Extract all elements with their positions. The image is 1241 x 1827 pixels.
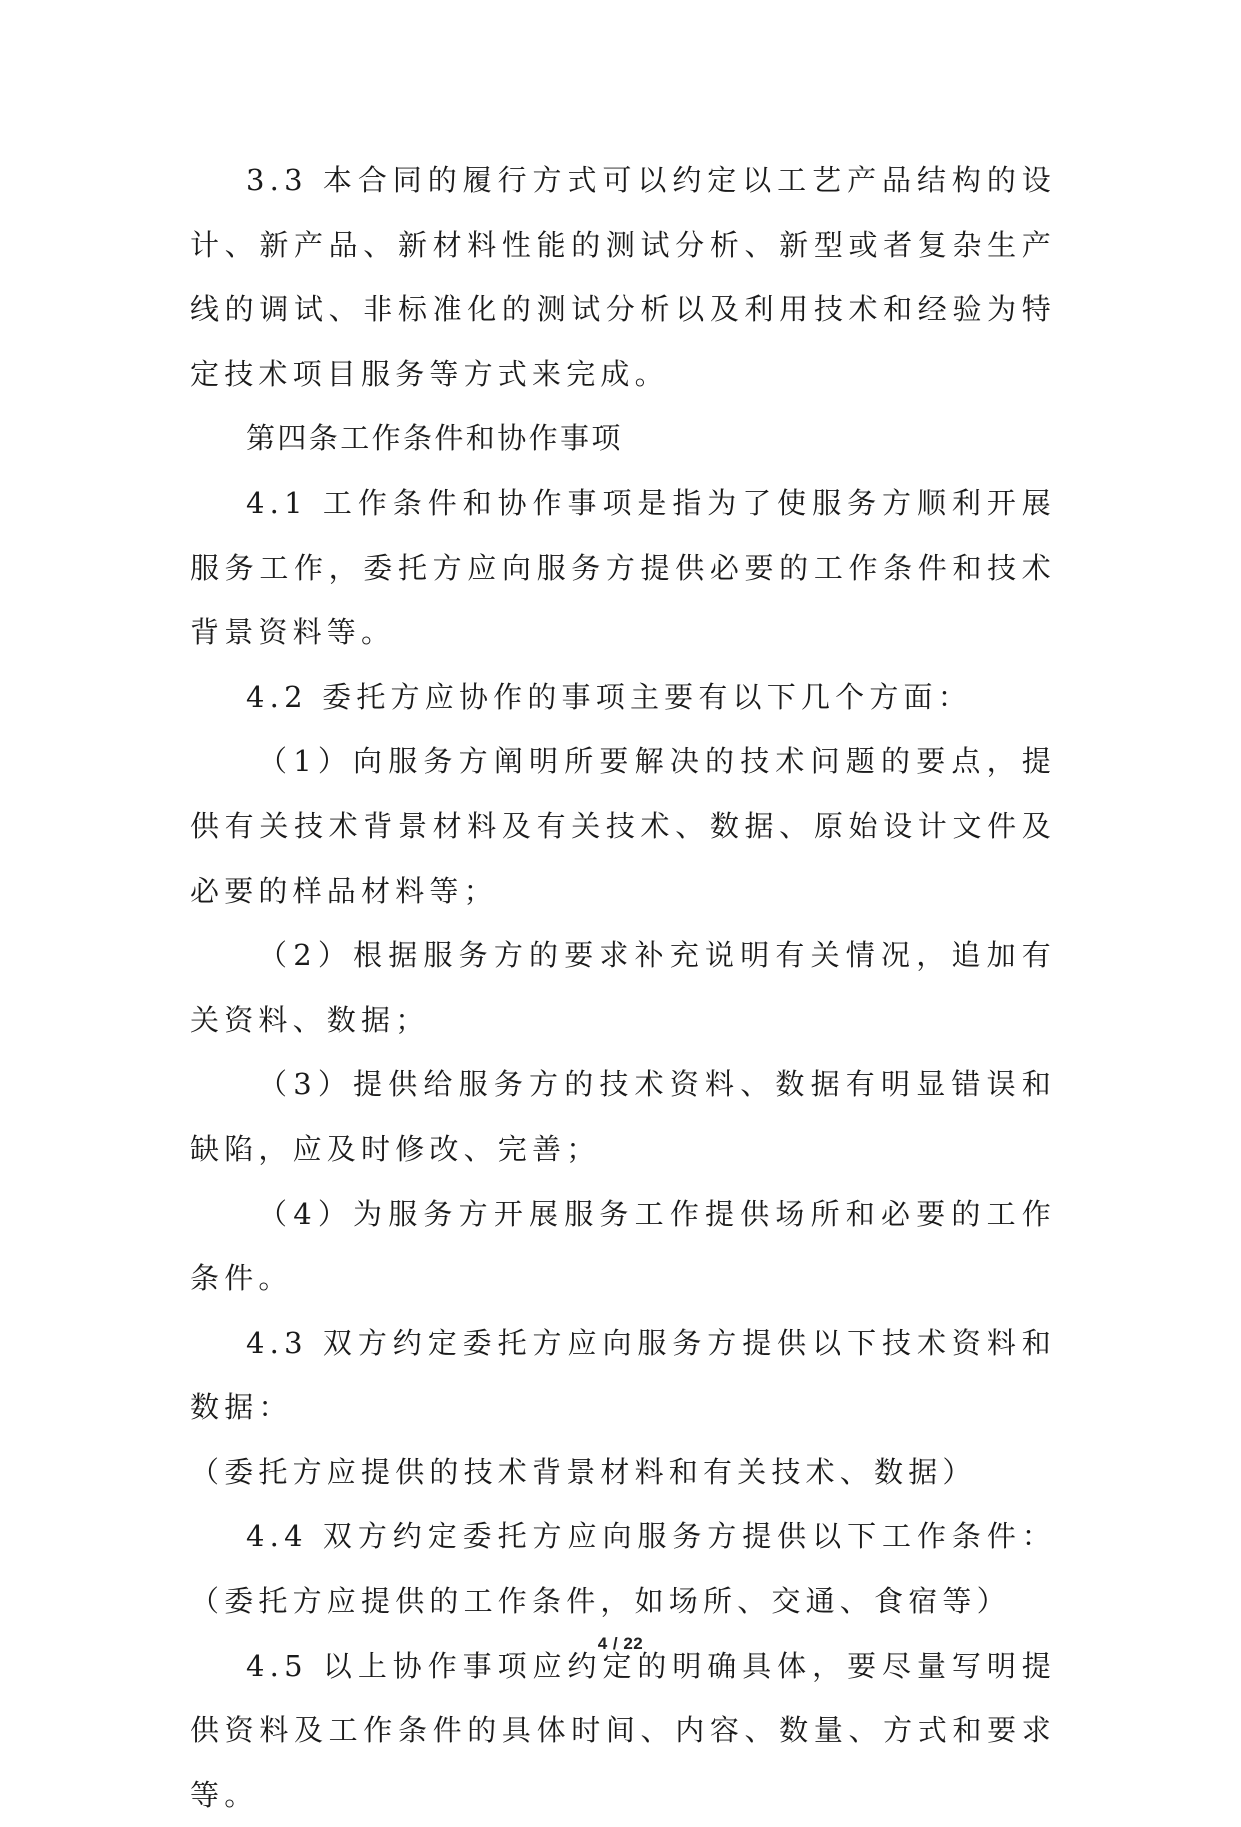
paragraph-4-1: 4.1 工作条件和协作事项是指为了使服务方顺利开展服务工作，委托方应向服务方提供必要的工作条件和技术背景资料等。 (190, 485, 1056, 650)
list-item-2: （2）根据服务方的要求补充说明有关情况，追加有关资料、数据； (190, 938, 1056, 1037)
list-item-4: （4）为服务方开展服务工作提供场所和必要的工作条件。 (190, 1196, 1056, 1296)
list-item-3: （3）提供给服务方的技术资料、数据有明显错误和缺陷，应及时修改、完善； (190, 1067, 1056, 1166)
paragraph-4-3: 4.3 双方约定委托方应向服务方提供以下技术资料和数据： (190, 1325, 1056, 1425)
paragraph-3-3: 3.3 本合同的履行方式可以约定以工艺产品结构的设计、新产品、新材料性能的测试分析、新型或者复杂生产线的调试、非标准化的测试分析以及利用技术和经验为特定技术项目服务等方式来完成。 (190, 163, 1056, 391)
paragraph-4-4: 4.4 双方约定委托方应向服务方提供以下工作条件：（委托方应提供的工作条件，如场所、交通、食宿等） (190, 1519, 1056, 1619)
page-number: 4 / 22 (597, 1634, 644, 1653)
paragraph-4-3-note: （委托方应提供的技术背景材料和有关技术、数据） (190, 1454, 977, 1489)
paragraph-4-2: 4.2 委托方应协作的事项主要有以下几个方面： (246, 679, 972, 714)
document-body (190, 148, 1056, 1827)
list-item-1: （1）向服务方阐明所要解决的技术问题的要点，提供有关技术背景材料及有关技术、数据、原始设计文件及必要的样品材料等； (190, 744, 1056, 908)
section-heading-article-4: 第四条工作条件和协作事项 (246, 421, 623, 456)
paragraph-4-5: 4.5 以上协作事项应约定的明确具体，要尽量写明提供资料及工作条件的具体时间、内容、数量、方式和要求等。 (190, 1648, 1056, 1812)
